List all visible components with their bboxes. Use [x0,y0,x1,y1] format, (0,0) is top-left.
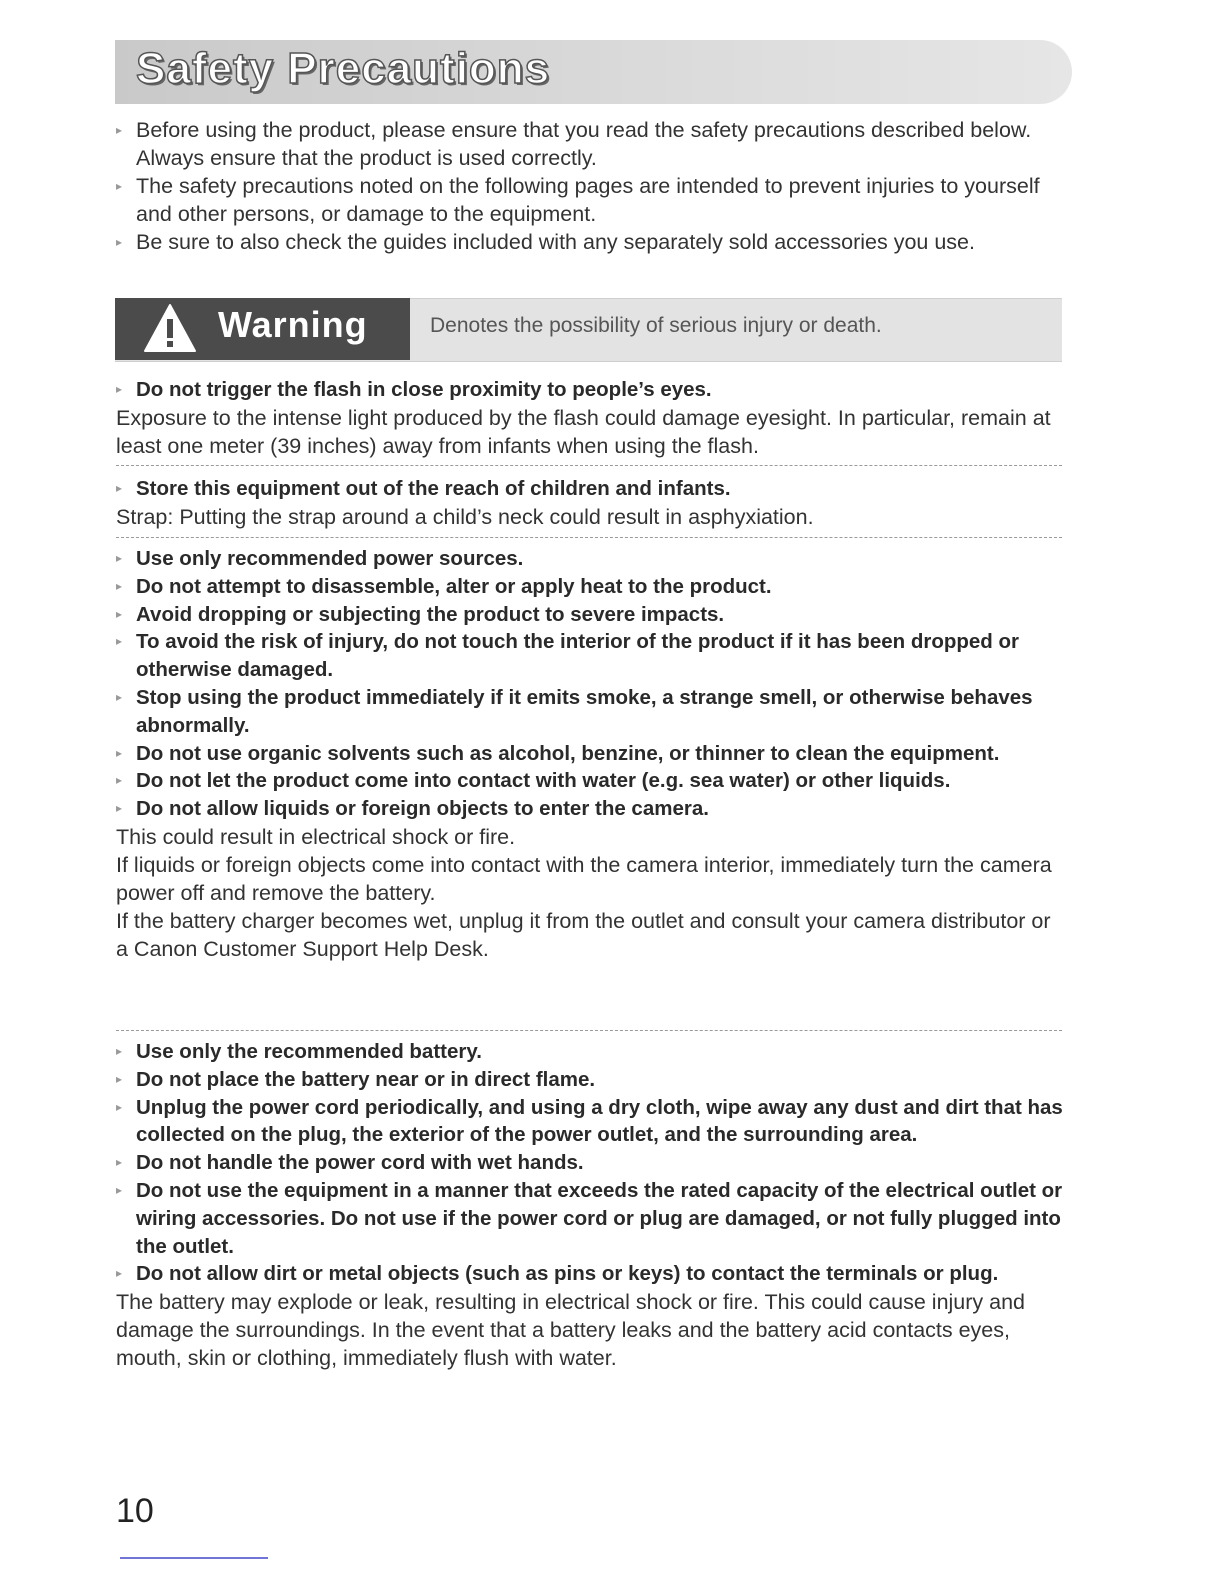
bullet-icon: ▸ [116,551,123,565]
section-divider [116,465,1062,466]
section-divider [116,537,1062,538]
bullet-icon: ▸ [116,801,123,816]
bullet-icon: ▸ [116,1266,123,1281]
list-item: ▸ Do not allow liquids or foreign objects to enter the camera. [116,795,1066,823]
footer-rule [120,1557,268,1559]
list-item: ▸ Do not use the equipment in a manner that exceeds the rated capacity of the electrical outlet or wiring accessories. Do not use if the power cord or plug are damaged, or not fully plugged into the outlet. [116,1178,1063,1258]
list-item: ▸ Store this equipment out of the reach of children and infants. [116,475,1066,503]
warning-description: Denotes the possibility of serious injury or death. [430,314,882,337]
list-item: ▸ Do not attempt to disassemble, alter or apply heat to the product. [116,573,1066,601]
bullet-icon: ▸ [116,382,123,396]
section-battery [116,1038,1066,1372]
intro-list [116,116,1066,256]
bullet-icon: ▸ [116,606,123,621]
list-item: ▸ To avoid the risk of injury, do not touch the interior of the product if it has been dropped or otherwise damaged. [116,630,1020,682]
body-paragraph: This could result in electrical shock or fire. [116,824,516,849]
bullet-icon: ▸ [116,1044,123,1058]
section-divider [116,1030,1062,1031]
intro-item: ▸ Be sure to also check the guides included with any separately sold accessories you use. [116,230,975,254]
bullet-icon: ▸ [116,1155,123,1170]
bullet-icon: ▸ [116,1099,123,1114]
bullet-icon: ▸ [116,235,123,249]
section-flash [116,376,1066,460]
bullet-icon: ▸ [116,1071,123,1086]
warning-label: Warning [218,304,368,345]
section-children [116,475,1066,531]
intro-item: ▸ The safety precautions noted on the following pages are intended to prevent injuries to yourself and other persons, or damage to the equipment. [116,174,1040,226]
page-number: 10 [116,1492,154,1530]
list-item: ▸ Stop using the product immediately if it emits smoke, a strange smell, or otherwise behaves abnormally. [116,685,1033,737]
bullet-icon: ▸ [116,773,123,788]
list-item: ▸ Do not place the battery near or in direct flame. [116,1066,1066,1094]
list-item: ▸ Do not handle the power cord with wet hands. [116,1149,1066,1177]
body-paragraph: Strap: Putting the strap around a child’s neck could result in asphyxiation. [116,504,814,529]
body-paragraph: The battery may explode or leak, resulting in electrical shock or fire. This could cause injury and damage the surroundings. In the event that a battery leaks and the battery acid contacts eyes, mouth, skin or clothing, immediately flush with water. [116,1290,1026,1371]
bullet-icon: ▸ [116,1182,123,1197]
section-power [116,545,1066,963]
intro-item: ▸ Before using the product, please ensure that you read the safety precautions described below. Always ensure that the product is used correctly. [116,118,1032,170]
bullet-icon: ▸ [116,481,123,495]
bullet-icon: ▸ [116,179,123,193]
list-item: ▸ Use only the recommended battery. [116,1038,1066,1066]
body-paragraph: If liquids or foreign objects come into contact with the camera interior, immediately turn the camera power off and remove the battery. [116,852,1052,905]
list-item: ▸ Do not use organic solvents such as alcohol, benzine, or thinner to clean the equipment. [116,740,1066,768]
list-item: ▸ Do not let the product come into contact with water (e.g. sea water) or other liquids. [116,767,1066,795]
bullet-icon: ▸ [116,745,123,760]
bullet-icon: ▸ [116,578,123,593]
list-item: ▸ Use only recommended power sources. [116,545,1066,573]
bullet-icon: ▸ [116,123,123,137]
body-paragraph: Exposure to the intense light produced by the flash could damage eyesight. In particular, remain at least one meter (39 inches) away from infants when using the flash. [116,405,1051,458]
list-item: ▸ Do not trigger the flash in close proximity to people’s eyes. [116,376,1066,404]
list-item: ▸ Avoid dropping or subjecting the product to severe impacts. [116,601,1066,629]
body-paragraph: If the battery charger becomes wet, unplug it from the outlet and consult your camera distributor or a Canon Customer Support Help Desk. [116,908,1051,961]
bullet-icon: ▸ [116,689,123,704]
list-item: ▸ Do not allow dirt or metal objects (such as pins or keys) to contact the terminals or plug. [116,1260,1066,1288]
list-item: ▸ Unplug the power cord periodically, and using a dry cloth, wipe away any dust and dirt that has collected on the plug, the exterior of the power outlet, and the surrounding area. [116,1095,1063,1147]
bullet-icon: ▸ [116,634,123,649]
page-title: Safety Precautions [136,44,551,93]
warning-triangle-icon [143,302,197,354]
